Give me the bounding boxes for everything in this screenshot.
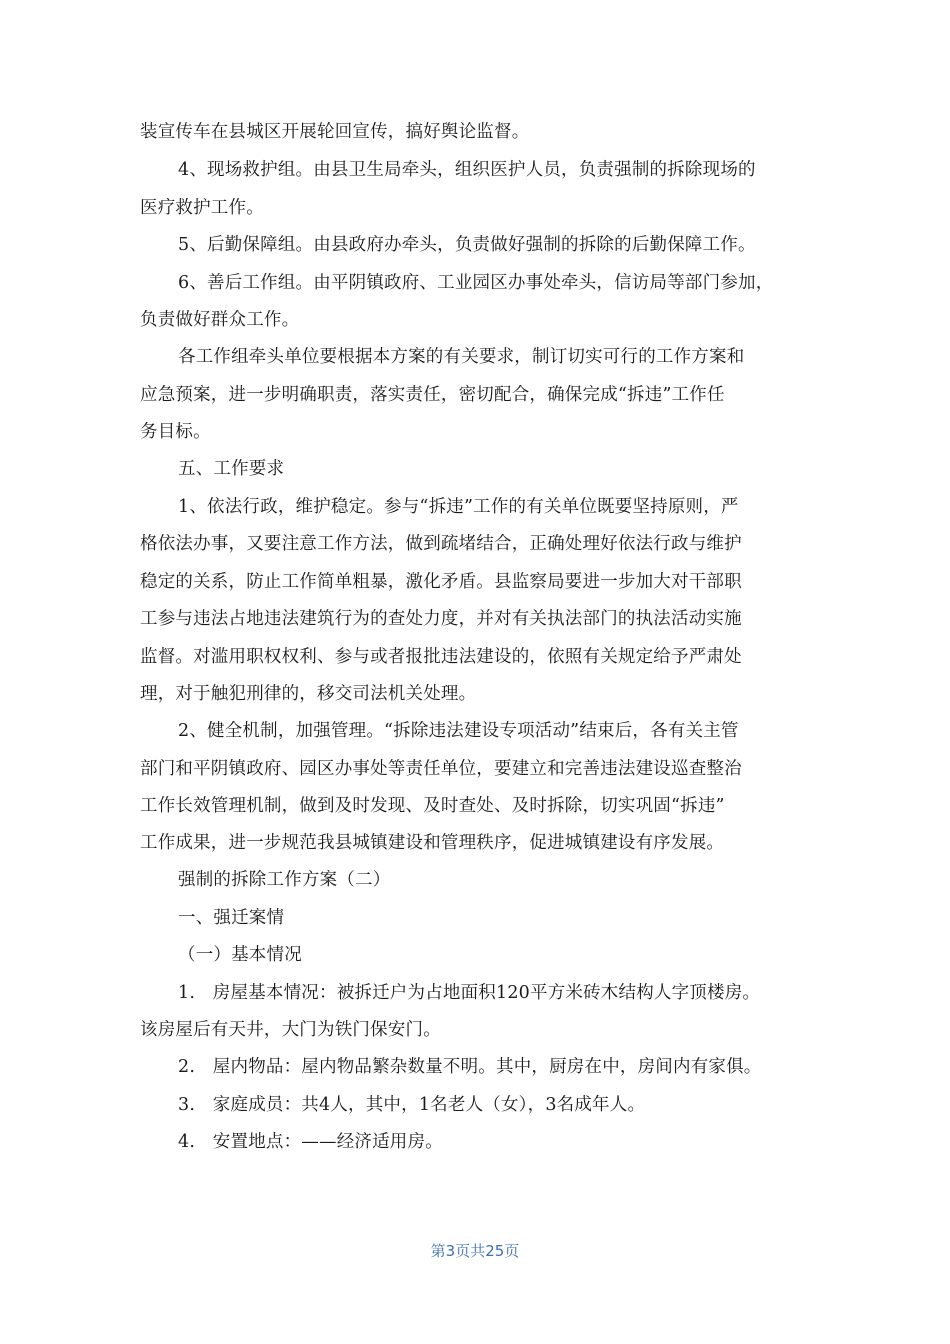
paragraph-line: 3. 家庭成员：共4人，其中，1名老人（女），3名成年人。 — [178, 1095, 646, 1115]
paragraph-line: 工作长效管理机制，做到及时发现、及时查处、及时拆除，切实巩固“拆违” — [140, 796, 725, 816]
section-heading: 五、工作要求 — [178, 459, 285, 479]
paragraph-line: 监督。对滥用职权权利、参与或者报批违法建设的，依照有关规定给予严肃处 — [140, 647, 742, 667]
paragraph-line: 装宣传车在县城区开展轮回宣传，搞好舆论监督。 — [140, 122, 530, 142]
paragraph-line: 2、健全机制，加强管理。“拆除违法建设专项活动”结束后，各有关主管 — [178, 721, 739, 741]
paragraph-line: 工作成果，进一步规范我县城镇建设和管理秩序，促进城镇建设有序发展。 — [140, 833, 725, 853]
paragraph-line: 该房屋后有天井，大门为铁门保安门。 — [140, 1020, 441, 1040]
paragraph-line: 工参与违法占地违法建筑行为的查处力度，并对有关执法部门的执法活动实施 — [140, 609, 742, 629]
paragraph-line: 各工作组牵头单位要根据本方案的有关要求，制订切实可行的工作方案和 — [178, 347, 745, 367]
paragraph-line: 5、后勤保障组。由县政府办牵头，负责做好强制的拆除的后勤保障工作。 — [178, 235, 756, 255]
paragraph-line: 格依法办事，又要注意工作方法，做到疏堵结合，正确处理好依法行政与维护 — [140, 534, 742, 554]
paragraph-line: 6、善后工作组。由平阴镇政府、工业园区办事处牵头，信访局等部门参加， — [178, 273, 774, 293]
paragraph-line: 应急预案，进一步明确职责，落实责任，密切配合，确保完成“拆违”工作任 — [140, 385, 725, 405]
paragraph-line: 理，对于触犯刑律的，移交司法机关处理。 — [140, 684, 477, 704]
paragraph-line: 负责做好群众工作。 — [140, 310, 300, 330]
paragraph-line: 4. 安置地点：——经济适用房。 — [178, 1132, 443, 1152]
section-heading: 一、强迁案情 — [178, 908, 285, 928]
paragraph-line: 1. 房屋基本情况：被拆迁户为占地面积120平方米砖木结构人字顶楼房。 — [178, 983, 761, 1003]
paragraph-line: 部门和平阴镇政府、园区办事处等责任单位，要建立和完善违法建设巡查整治 — [140, 759, 742, 779]
paragraph-line: 务目标。 — [140, 422, 211, 442]
document-title: 强制的拆除工作方案（二） — [178, 870, 391, 890]
page-number-footer: 第3页共25页 — [430, 1242, 520, 1260]
paragraph-line: 1、依法行政，维护稳定。参与“拆违”工作的有关单位既要坚持原则，严 — [178, 497, 739, 517]
subsection-heading: （一）基本情况 — [178, 945, 302, 965]
paragraph-line: 2. 屋内物品：屋内物品繁杂数量不明。其中，厨房在中，房间内有家俱。 — [178, 1057, 762, 1077]
paragraph-line: 医疗救护工作。 — [140, 198, 264, 218]
paragraph-line: 4、现场救护组。由县卫生局牵头，组织医护人员，负责强制的拆除现场的 — [178, 160, 756, 180]
paragraph-line: 稳定的关系，防止工作简单粗暴，激化矛盾。县监察局要进一步加大对干部职 — [140, 572, 742, 592]
